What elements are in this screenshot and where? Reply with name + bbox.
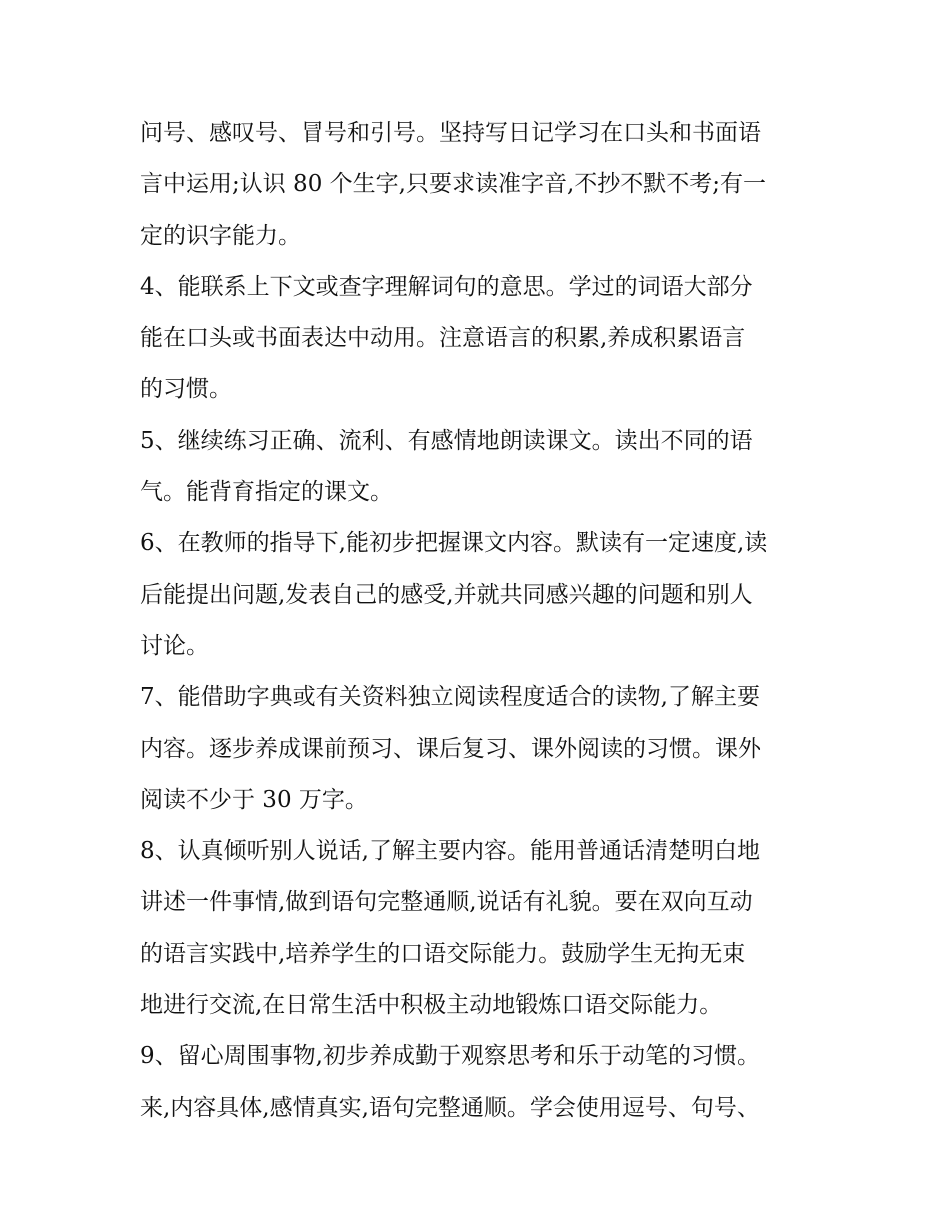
text-line: 5、继续练习正确、流利、有感情地朗读课文。读出不同的语 <box>140 427 753 454</box>
document-body <box>140 108 820 1134</box>
text-line: 内容。逐步养成课前预习、课后复习、课外阅读的习惯。课外 <box>140 735 761 762</box>
text-line: 7、能借助字典或有关资料独立阅读程度适合的读物,了解主要 <box>140 684 760 711</box>
text-line: 后能提出问题,发表自己的感受,并就共同感兴趣的问题和别人 <box>140 581 753 608</box>
text-line: 的习惯。 <box>140 376 232 403</box>
text-line: 的语言实践中,培养学生的口语交际能力。鼓励学生无拘无束 <box>140 940 746 967</box>
text-line: 9、留心周围事物,初步养成勤于观察思考和乐于动笔的习惯。 <box>140 1043 760 1070</box>
text-line: 问号、感叹号、冒号和引号。坚持写日记学习在口头和书面语 <box>140 120 761 146</box>
text-line: 4、能联系上下文或查字理解词句的意思。学过的词语大部分 <box>140 273 753 300</box>
text-line: 气。能背育指定的课文。 <box>140 479 393 506</box>
text-line: 能在口头或书面表达中动用。注意语言的积累,养成积累语言 <box>140 325 746 352</box>
text-line: 言中运用;认识 80 个生字,只要求读准字音,不抄不默不考;有一 <box>140 171 767 198</box>
text-line: 6、在教师的指导下,能初步把握课文内容。默读有一定速度,读 <box>140 530 768 557</box>
text-line: 定的识字能力。 <box>140 222 301 249</box>
text-line: 地进行交流,在日常生活中积极主动地锻炼口语交际能力。 <box>140 992 723 1019</box>
text-line: 讨论。 <box>140 632 209 659</box>
text-line: 8、认真倾听别人说话,了解主要内容。能用普通话清楚明白地 <box>140 838 760 865</box>
text-line: 阅读不少于 30 万字。 <box>140 786 368 813</box>
text-line: 讲述一件事情,做到语句完整通顺,说话有礼貌。要在双向互动 <box>140 889 753 916</box>
text-line: 来,内容具体,感情真实,语句完整通顺。学会使用逗号、句号、 <box>140 1094 760 1121</box>
